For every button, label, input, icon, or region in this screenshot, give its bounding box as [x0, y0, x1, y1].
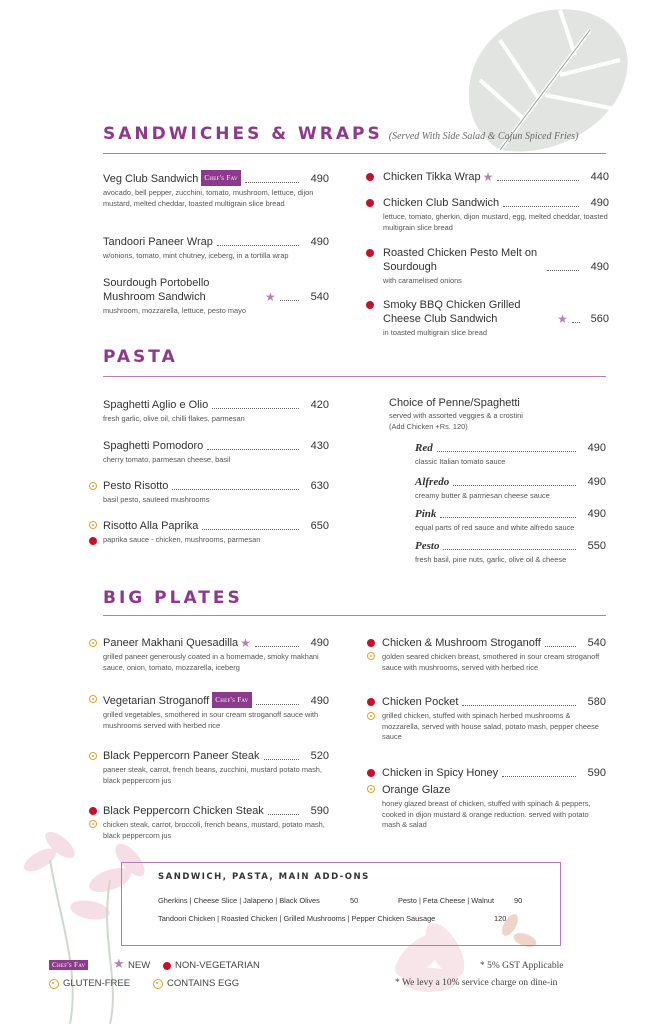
menu-item: [103, 439, 329, 466]
item-description: classic Italian tomato sauce: [415, 457, 506, 466]
pasta-choice-block: [389, 397, 609, 432]
menu-item: [103, 636, 329, 673]
menu-item: [383, 196, 609, 233]
menu-item: [103, 170, 329, 209]
item-price: 490: [590, 261, 609, 273]
item-description: mushroom, mozzarella, lettuce, pesto mayo: [103, 306, 246, 315]
choice-title: Choice of Penne/Spaghetti: [389, 397, 520, 409]
gluten-free-icon: [89, 521, 97, 529]
item-price: 630: [310, 480, 329, 492]
section-title-pasta: PASTA: [103, 347, 178, 367]
item-price: 650: [310, 520, 329, 532]
new-star-icon: ★: [113, 956, 125, 971]
item-name: Tandoori Paneer Wrap: [103, 236, 213, 248]
choice-addon: (Add Chicken +Rs. 120): [389, 421, 468, 431]
item-price: 590: [587, 767, 606, 779]
menu-item: [415, 441, 606, 468]
divider: [103, 376, 606, 377]
gst-note: * 5% GST Applicable: [480, 961, 564, 971]
menu-item: [103, 692, 329, 731]
new-star-icon: ★: [265, 290, 276, 304]
chefs-fav-legend-badge: Chef's Fav: [49, 960, 88, 970]
item-price: 540: [587, 637, 606, 649]
item-name: Pesto: [415, 540, 440, 552]
item-description: fresh garlic, olive oil, chilli flakes, parmesan: [103, 414, 245, 423]
gluten-free-icon: [89, 695, 97, 703]
item-name: Paneer Makhani Quesadilla: [103, 637, 239, 649]
menu-item: [103, 749, 329, 786]
divider: [103, 615, 606, 616]
menu-item: [415, 507, 606, 534]
item-name: Chicken Tikka Wrap: [383, 171, 481, 183]
item-description: golden seared chicken breast, smothered in sour cream stroganoff sauce with mushrooms, served with herbed rice: [382, 652, 600, 672]
item-price: 490: [587, 442, 606, 454]
addons-box: [121, 862, 561, 946]
menu-item: [382, 636, 606, 673]
item-description: grilled paneer generously coated in a homemade, smoky makhani sauce, onion, tomato, mozzarella, iceberg: [103, 652, 319, 672]
gluten-free-icon: [89, 820, 97, 828]
section-title-big-plates: BIG PLATES: [103, 588, 243, 608]
item-name: Alfredo: [415, 476, 450, 488]
item-price: 420: [310, 399, 329, 411]
item-price: 490: [590, 197, 609, 209]
item-description: paprika sauce - chicken, mushrooms, parmesan: [103, 535, 261, 544]
item-price: 560: [590, 313, 609, 325]
non-veg-icon: [366, 173, 374, 181]
addons-line-1b: Pesto | Feta Cheese | Walnut: [398, 896, 494, 905]
item-name: Vegetarian Stroganoff: [103, 695, 210, 707]
gluten-free-icon: [89, 752, 97, 760]
item-price: 550: [587, 540, 606, 552]
item-price: 520: [310, 750, 329, 762]
item-price: 490: [587, 476, 606, 488]
new-star-icon: ★: [557, 312, 568, 326]
menu-item: [415, 539, 606, 566]
gluten-free-icon: [89, 482, 97, 490]
menu-item: [383, 170, 609, 184]
item-name: Pink: [415, 508, 437, 520]
item-description: honey glazed breast of chicken, stuffed with spinach & peppers, cooked in dijon mustard & orange reduction. served with potato mash & salad: [382, 799, 591, 829]
choice-description: served with assorted veggies & a crostini: [389, 411, 523, 420]
legend-non-veg: NON-VEGETARIAN: [175, 960, 260, 971]
non-veg-icon: [367, 698, 375, 706]
item-description: lettuce, tomato, gherkin, dijon mustard, egg, melted cheddar, toasted multigrain slice bread: [383, 212, 608, 232]
new-star-icon: ★: [240, 636, 251, 650]
item-name: Pesto Risotto: [103, 480, 169, 492]
item-price: 490: [310, 695, 329, 707]
menu-item: [383, 246, 609, 287]
service-charge-note: * We levy a 10% service charge on dine-in: [395, 978, 558, 988]
item-price: 490: [310, 173, 329, 185]
item-name: Orange Glaze: [382, 784, 451, 796]
non-veg-icon: [366, 199, 374, 207]
chefs-fav-badge: Chef's Fav: [201, 170, 240, 186]
item-name: Red: [415, 442, 433, 454]
item-description: basil pesto, sauteed mushrooms: [103, 495, 210, 504]
item-description: with caramelised onions: [383, 276, 462, 285]
new-star-icon: ★: [482, 170, 494, 184]
item-price: 540: [310, 291, 329, 303]
sandwiches-title-text: SANDWICHES & WRAPS: [103, 124, 383, 144]
menu-item: [382, 695, 606, 743]
menu-item: [103, 276, 329, 317]
sandwiches-note: (Served With Side Salad & Cajun Spiced Fries): [388, 131, 579, 142]
item-price: 490: [587, 508, 606, 520]
item-description: in toasted multigrain slice bread: [383, 328, 487, 337]
addons-title: SANDWICH, PASTA, MAIN ADD-ONS: [158, 872, 370, 882]
legend-gluten-free: GLUTEN-FREE: [63, 978, 131, 989]
gluten-free-icon: [367, 712, 375, 720]
menu-item: [415, 475, 606, 502]
gluten-free-icon: [89, 639, 97, 647]
item-description: cherry tomato, parmesan cheese, basil: [103, 455, 231, 464]
item-name: Black Peppercorn Paneer Steak: [103, 750, 260, 762]
item-description: w/onions, tomato, mint chutney, iceberg, in a tortilla wrap: [103, 251, 289, 260]
non-veg-icon: [366, 301, 374, 309]
contains-egg-icon: [153, 979, 163, 989]
item-name: Veg Club Sandwich: [103, 173, 199, 185]
menu-item: [103, 804, 329, 841]
legend-new: NEW: [128, 960, 151, 971]
item-name: Smoky BBQ Chicken Grilled Cheese Club Sandwich: [383, 299, 521, 325]
item-name: Chicken in Spicy Honey: [382, 767, 499, 779]
menu-item: [103, 398, 329, 425]
item-name: Chicken Club Sandwich: [383, 197, 500, 209]
chefs-fav-badge: Chef's Fav: [212, 692, 251, 708]
non-veg-icon: [89, 537, 97, 545]
addons-line-1a: Gherkins | Cheese Slice | Jalapeno | Black Olives: [158, 896, 320, 905]
item-description: equal parts of red sauce and white alfredo sauce: [415, 523, 575, 532]
item-description: chicken steak, carrot, broccoli, french beans, mustard, potato mash, black peppercorn jus: [103, 820, 325, 840]
menu-item: [383, 298, 609, 339]
monstera-leaf-decoration: [440, 0, 640, 170]
item-name: Chicken Pocket: [382, 696, 459, 708]
gluten-free-icon: [49, 979, 59, 989]
section-title-sandwiches: [103, 124, 578, 144]
item-name: Risotto Alla Paprika: [103, 520, 199, 532]
item-description: avocado, bell pepper, zucchini, tomato, mushroom, lettuce, dijon mustard, melted cheddar, toasted multigrain slice bread: [103, 188, 314, 208]
addons-price-2: 120: [494, 914, 507, 923]
item-name: Roasted Chicken Pesto Melt on Sourdough: [383, 247, 538, 273]
item-price: 490: [310, 236, 329, 248]
item-description: fresh basil, pine nuts, garlic, olive oil & cheese: [415, 555, 567, 564]
item-description: paneer steak, carrot, french beans, zucchini, mustard potato mash, black peppercorn jus: [103, 765, 322, 785]
divider: [103, 153, 606, 154]
legend-contains-egg: CONTAINS EGG: [167, 978, 240, 989]
item-price: 430: [310, 440, 329, 452]
item-description: grilled chicken, stuffed with spinach herbed mushrooms & mozzarella, served with house salad, potato mash, pepper cheese sauce: [382, 711, 599, 741]
item-name: Sourdough Portobello Mushroom Sandwich: [103, 277, 210, 303]
menu-item: [103, 235, 329, 262]
menu-item: [103, 519, 329, 546]
gluten-free-icon: [367, 652, 375, 660]
non-veg-icon: [367, 639, 375, 647]
addons-price-1b: 90: [514, 896, 523, 905]
menu-item: [103, 479, 329, 506]
non-veg-icon: [89, 807, 97, 815]
item-description: creamy butter & parmesan cheese sauce: [415, 491, 550, 500]
item-name: Spaghetti Pomodoro: [103, 440, 204, 452]
menu-item: [382, 766, 606, 831]
item-price: 590: [310, 805, 329, 817]
non-veg-icon: [366, 249, 374, 257]
item-name: Chicken & Mushroom Stroganoff: [382, 637, 541, 649]
item-name: Spaghetti Aglio e Olio: [103, 399, 209, 411]
item-description: grilled vegetables, smothered in sour cream stroganoff sauce with mushrooms served with herbed rice: [103, 710, 319, 730]
non-veg-icon: [367, 769, 375, 777]
gluten-free-icon: [367, 785, 375, 793]
item-price: 490: [310, 637, 329, 649]
non-veg-icon: [163, 962, 171, 970]
addons-price-1a: 50: [350, 896, 359, 905]
addons-line-2: Tandoori Chicken | Roasted Chicken | Grilled Mushrooms | Pepper Chicken Sausage: [158, 914, 436, 923]
item-price: 440: [590, 171, 609, 183]
item-name: Black Peppercorn Chicken Steak: [103, 805, 264, 817]
item-price: 580: [587, 696, 606, 708]
